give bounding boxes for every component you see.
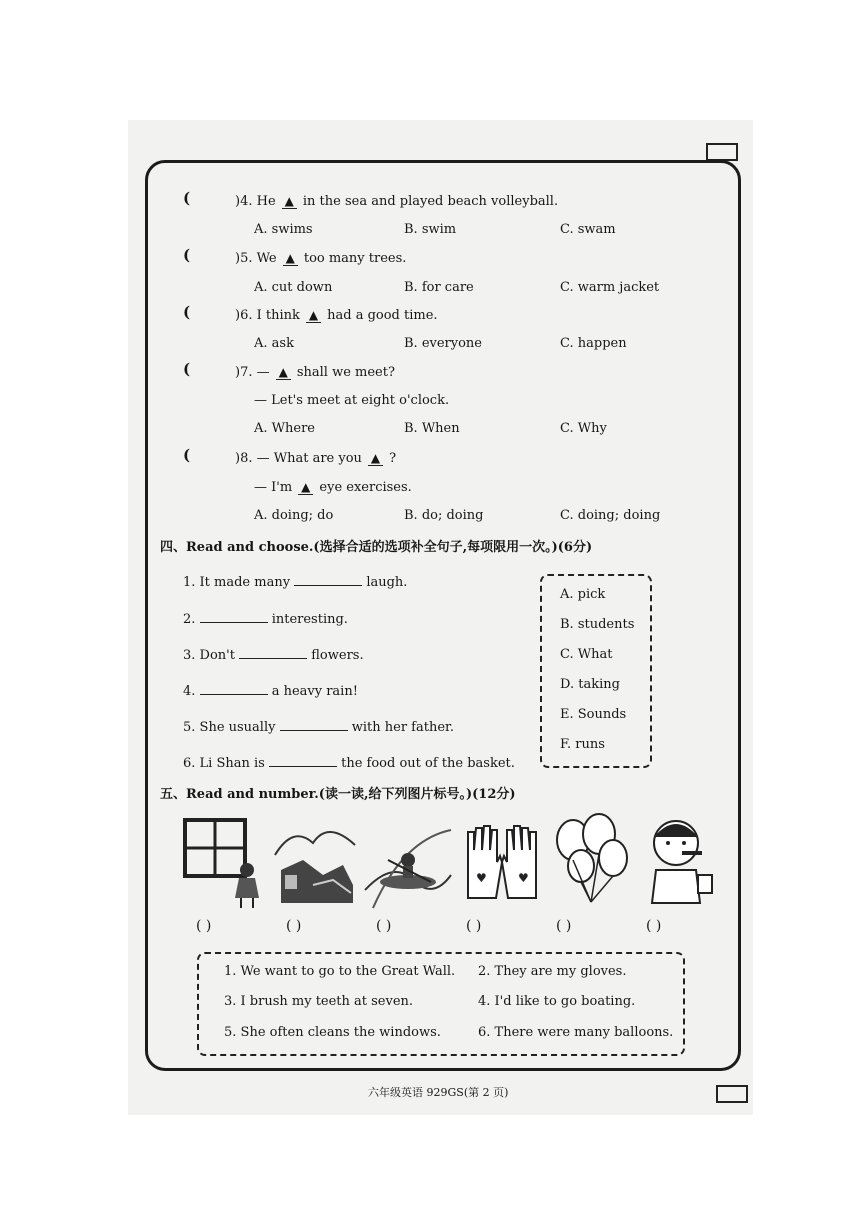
section-5-title: 五、Read and number.(读一读,给下列图片标号。)(12分): [160, 787, 516, 802]
gloves-picture: [462, 822, 542, 902]
heart-icon: ♥: [476, 871, 487, 885]
option-f-runs: F. runs: [560, 737, 605, 752]
option-a: A. doing; do: [254, 508, 334, 523]
sentence-1: 1. It made many laugh.: [183, 575, 408, 590]
heart-icon: ♥: [518, 871, 529, 885]
answer-blank[interactable]: [280, 718, 348, 731]
triangle-icon: ▲: [282, 194, 297, 209]
option-c: C. Why: [560, 421, 607, 436]
option-a: A. Where: [254, 421, 315, 436]
option-a: A. ask: [254, 336, 294, 351]
sentence-windows: 5. She often cleans the windows.: [224, 1025, 441, 1040]
option-c: C. doing; doing: [560, 508, 661, 523]
answer-blank[interactable]: [269, 754, 337, 767]
great-wall-picture: [273, 815, 357, 907]
sentence-brush-teeth: 3. I brush my teeth at seven.: [224, 994, 414, 1009]
option-a: A. cut down: [254, 280, 333, 295]
answer-paren-6[interactable]: ( ): [646, 918, 662, 934]
option-d-taking: D. taking: [560, 677, 620, 692]
option-b: B. everyone: [404, 336, 482, 351]
boating-picture: [363, 820, 453, 910]
option-b: B. do; doing: [404, 508, 484, 523]
answer-paren[interactable]: (: [183, 446, 191, 464]
option-b: B. swim: [404, 222, 457, 237]
answer-paren-4[interactable]: ( ): [466, 918, 482, 934]
answer-blank[interactable]: [294, 573, 362, 586]
page-footer: 六年级英语 929GS(第 2 页): [368, 1086, 509, 1099]
sentence-3: 3. Don't flowers.: [183, 648, 364, 663]
triangle-icon: ▲: [298, 480, 313, 495]
sentence-great-wall: 1. We want to go to the Great Wall.: [224, 964, 456, 979]
corner-box-top: [706, 143, 738, 161]
sentence-balloons: 6. There were many balloons.: [478, 1025, 674, 1040]
answer-blank[interactable]: [239, 646, 307, 659]
triangle-icon: ▲: [283, 251, 298, 266]
option-c: C. warm jacket: [560, 280, 660, 295]
option-e-sounds: E. Sounds: [560, 707, 627, 722]
option-b: B. for care: [404, 280, 474, 295]
triangle-icon: ▲: [368, 451, 383, 466]
sentence-4: 4. a heavy rain!: [183, 684, 358, 699]
answer-paren-3[interactable]: ( ): [376, 918, 392, 934]
sentence-6: 6. Li Shan is the food out of the basket.: [183, 756, 515, 771]
option-a-pick: A. pick: [560, 587, 606, 602]
option-b: B. When: [404, 421, 460, 436]
sentence-5: 5. She usually with her father.: [183, 720, 454, 735]
option-a: A. swims: [254, 222, 313, 237]
triangle-icon: ▲: [306, 308, 321, 323]
window-cleaning-picture: [183, 818, 265, 910]
answer-blank[interactable]: [200, 682, 268, 695]
triangle-icon: ▲: [276, 365, 291, 380]
sentence-boating: 4. I'd like to go boating.: [478, 994, 636, 1009]
answer-paren-2[interactable]: ( ): [286, 918, 302, 934]
sentence-gloves: 2. They are my gloves.: [478, 964, 627, 979]
answer-paren-5[interactable]: ( ): [556, 918, 572, 934]
option-b-students: B. students: [560, 617, 635, 632]
sentence-2: 2. interesting.: [183, 612, 348, 627]
answer-paren[interactable]: (: [183, 189, 191, 207]
answer-blank[interactable]: [200, 610, 268, 623]
reply-line: — Let's meet at eight o'clock.: [254, 393, 450, 408]
balloons-picture: [551, 812, 631, 908]
option-c: C. happen: [560, 336, 627, 351]
option-c-what: C. What: [560, 647, 613, 662]
answer-paren[interactable]: (: [183, 360, 191, 378]
section-4-title: 四、Read and choose.(选择合适的选项补全句子,每项限用一次。)(6分): [160, 540, 593, 555]
option-c: C. swam: [560, 222, 616, 237]
answer-paren[interactable]: (: [183, 303, 191, 321]
answer-paren-1[interactable]: ( ): [196, 918, 212, 934]
corner-box-bottom: [716, 1085, 748, 1103]
brushing-teeth-picture: [638, 815, 722, 907]
answer-paren[interactable]: (: [183, 246, 191, 264]
